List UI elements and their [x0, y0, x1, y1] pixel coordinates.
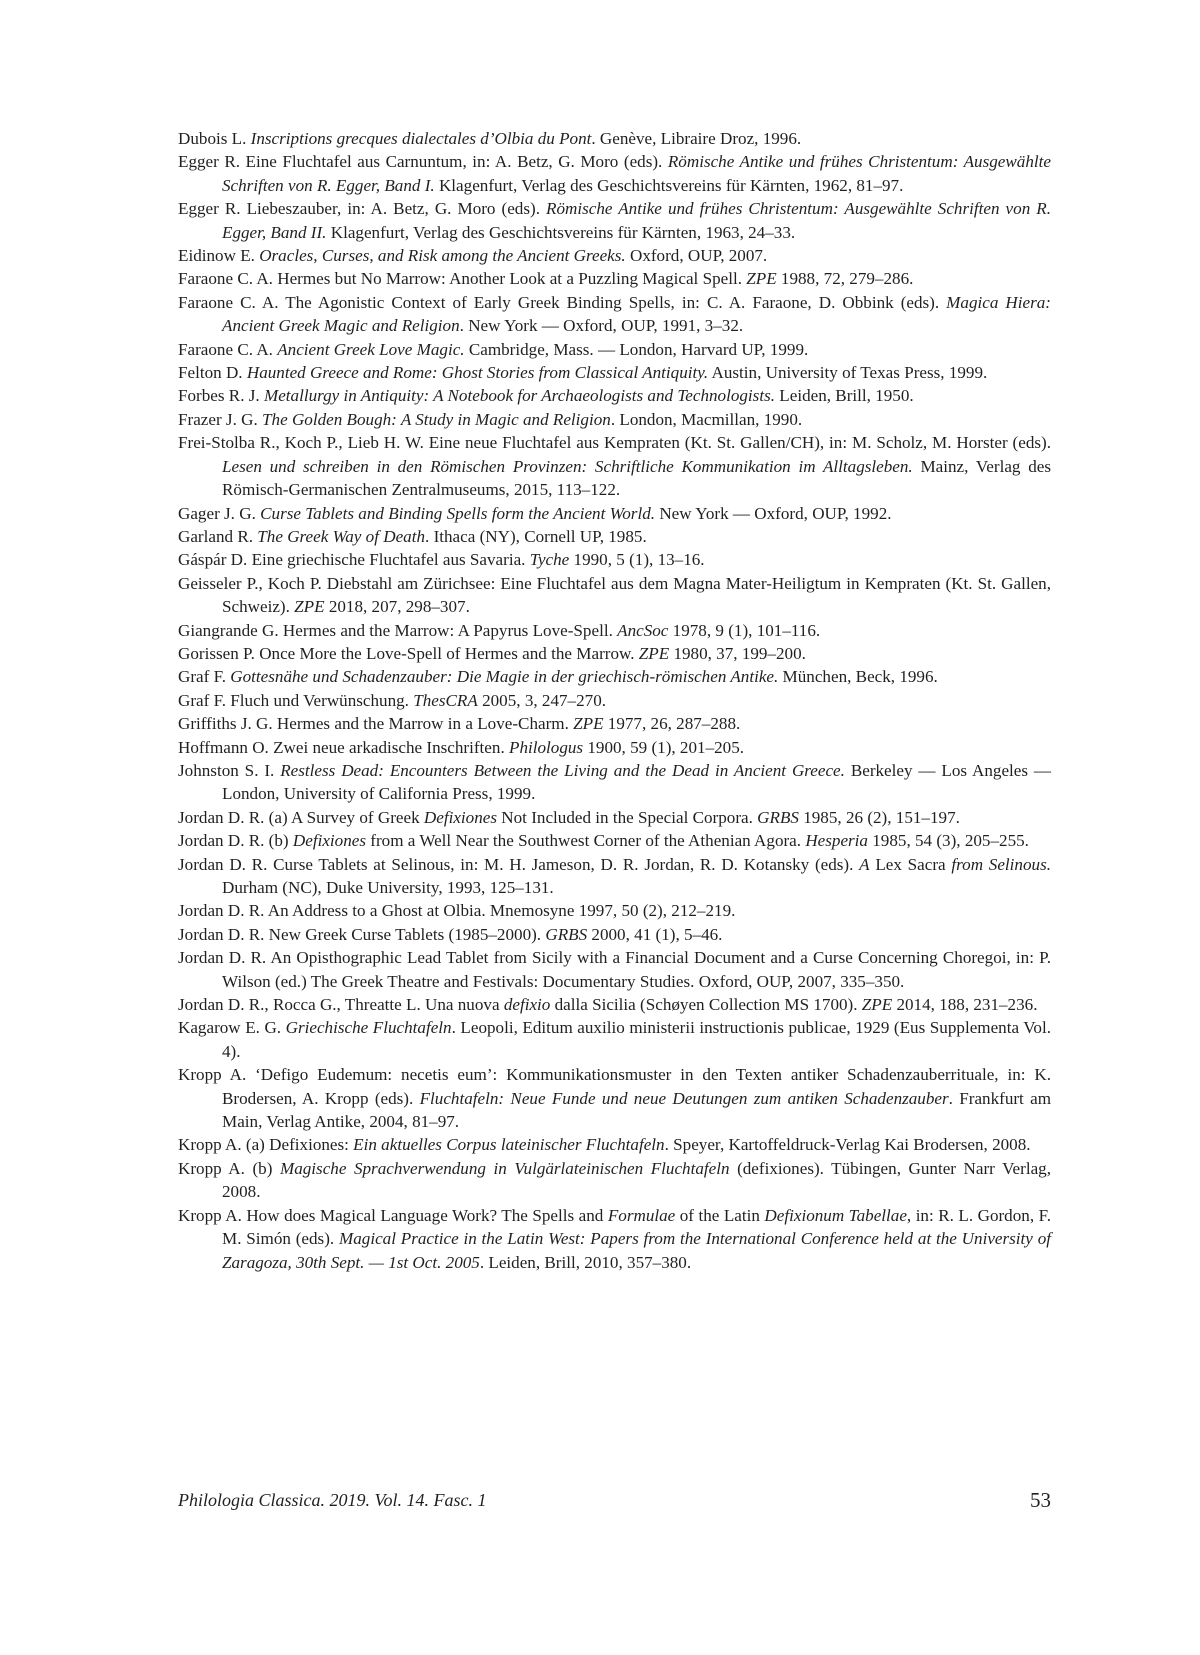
entry-title-italic: Oracles, Curses, and Risk among the Ancient Greeks.: [259, 246, 626, 266]
entry-title-italic: AncSoc: [617, 620, 669, 640]
entry-text: Kropp A. (a) Defixiones:: [178, 1135, 354, 1155]
bibliography-entry: [178, 1063, 1051, 1133]
entry-text: Klagenfurt, Verlag des Geschichtsvereins für Kärnten, 1962, 81–97.: [434, 175, 904, 195]
bibliography-entry: [178, 923, 1051, 946]
entry-title-italic: from Selinous.: [951, 854, 1051, 874]
entry-text: . Speyer, Kartoffeldruck-Verlag Kai Brodersen, 2008.: [664, 1135, 1031, 1155]
entry-text: Giangrande G. Hermes and the Marrow: A Papyrus Love-Spell.: [178, 620, 618, 640]
entry-title-italic: ZPE: [573, 714, 604, 734]
bibliography-entry: [178, 1204, 1051, 1274]
entry-text: . Leopoli, Editum auxilio ministerii instructionis publicae, 1929 (Eus Supplementa Vol. 4).: [222, 1018, 1051, 1061]
entry-text: Felton D.: [178, 363, 247, 383]
entry-title-italic: ZPE: [638, 643, 670, 663]
bibliography-entry: [178, 1016, 1051, 1063]
entry-title-italic: Tyche: [529, 550, 570, 570]
bibliography-entry: [178, 806, 1051, 829]
entry-text: from a Well Near the Southwest Corner of the Athenian Agora.: [366, 831, 806, 851]
bibliography-entry: [178, 759, 1051, 806]
page-number: 53: [1030, 1488, 1051, 1512]
entry-text: 1985, 54 (3), 205–255.: [867, 831, 1029, 851]
entry-title-italic: A: [859, 854, 870, 874]
entry-text: Cambridge, Mass. — London, Harvard UP, 1999.: [464, 339, 809, 359]
entry-text: 1900, 59 (1), 201–205.: [583, 737, 745, 757]
bibliography-entry: [178, 502, 1051, 525]
entry-text: . Leiden, Brill, 2010, 357–380.: [479, 1252, 692, 1272]
entry-text: 1988, 72, 279–286.: [776, 269, 914, 289]
entry-text: Frazer J. G.: [178, 409, 263, 429]
entry-title-italic: Defixiones: [423, 807, 498, 827]
entry-title-italic: Restless Dead: Encounters Between the Living and the Dead in Ancient Greece.: [280, 760, 845, 780]
entry-title-italic: The Golden Bough: A Study in Magic and Religion: [262, 409, 611, 429]
entry-text: 2014, 188, 231–236.: [892, 995, 1038, 1015]
entry-title-italic: Ancient Greek Love Magic.: [277, 339, 465, 359]
bibliography-entry: [178, 127, 1051, 150]
bibliography-entry: [178, 899, 1051, 922]
entry-title-italic: Philologus: [509, 737, 584, 757]
bibliography-entry: [178, 338, 1051, 361]
entry-text: Jordan D. R. An Address to a Ghost at Olbia. Mnemosyne 1997, 50 (2), 212–219.: [178, 901, 736, 921]
entry-title-italic: Ein aktuelles Corpus lateinischer Fluchtafeln: [353, 1135, 665, 1155]
entry-title-italic: Hesperia: [805, 831, 868, 851]
bibliography-entry: [178, 946, 1051, 993]
bibliography-entry: [178, 361, 1051, 384]
entry-title-italic: Defixionum Tabellae: [764, 1205, 907, 1225]
entry-text: 2018, 207, 298–307.: [324, 597, 470, 617]
bibliography-entry: [178, 525, 1051, 548]
entry-text: Kropp A. How does Magical Language Work? The Spells and: [178, 1205, 608, 1225]
entry-text: Jordan D. R. (a) A Survey of Greek: [178, 807, 424, 827]
entry-title-italic: ZPE: [294, 597, 325, 617]
entry-text: Johnston S. I.: [178, 760, 281, 780]
entry-text: 1990, 5 (1), 13–16.: [569, 550, 705, 570]
entry-title-italic: Haunted Greece and Rome: Ghost Stories from Classical Antiquity.: [246, 363, 709, 383]
entry-title-italic: Römische Antike und frühes Christentum: Ausgewählte Schriften von R. Egger, Band I.: [222, 152, 1051, 195]
entry-text: Durham (NC), Duke University, 1993, 125–131.: [222, 878, 554, 897]
bibliography-entry: [178, 665, 1051, 688]
entry-title-italic: GRBS: [757, 807, 799, 827]
entry-text: Klagenfurt, Verlag des Geschichtsvereins für Kärnten, 1963, 24–33.: [326, 222, 796, 242]
entry-text: of the Latin: [675, 1205, 765, 1225]
entry-text: Egger R. Liebeszauber, in: A. Betz, G. Moro (eds).: [178, 199, 547, 219]
entry-text: Faraone C. A.: [178, 339, 278, 359]
entry-text: Kropp A. (b): [178, 1158, 280, 1178]
footer-journal-citation: Philologia Classica. 2019. Vol. 14. Fasc. 1: [178, 1490, 487, 1510]
entry-text: Leiden, Brill, 1950.: [775, 386, 914, 406]
entry-title-italic: Griechische Fluchtafeln: [285, 1018, 452, 1038]
entry-text: Egger R. Eine Fluchtafel aus Carnuntum, in: A. Betz, G. Moro (eds).: [178, 152, 668, 172]
entry-text: Not Included in the Special Corpora.: [497, 807, 758, 827]
bibliography-entry: [178, 197, 1051, 244]
entry-text: Austin, University of Texas Press, 1999.: [708, 363, 988, 383]
bibliography-entry: [178, 244, 1051, 267]
entry-text: Jordan D. R. An Opisthographic Lead Tablet from Sicily with a Financial Document and a Curse Concerning Choregoi, in: P. Wilson (ed.) The Greek Theatre and Festivals: Documentary Studies. Oxford, OUP, 2007, 335–350.: [178, 948, 1051, 991]
entry-text: , in: R. L. Gordon, F. M. Simón (eds).: [222, 1205, 1052, 1249]
entry-title-italic: Lesen und schreiben in den Römischen Provinzen: Schriftliche Kommunikation im Alltagsleben.: [222, 456, 913, 476]
entry-text: . Genève, Libraire Droz, 1996.: [591, 129, 802, 148]
entry-title-italic: Fluchtafeln: Neue Funde und neue Deutungen zum antiken Schadenzauber: [419, 1088, 949, 1108]
entry-text: München, Beck, 1996.: [778, 667, 938, 687]
entry-title-italic: Römische Antike und frühes Christentum: Ausgewählte Schriften von R. Egger, Band II.: [222, 199, 1052, 242]
entry-title-italic: defixio: [503, 995, 551, 1015]
entry-text: Kagarow E. G.: [178, 1018, 286, 1038]
bibliography-entry: [178, 548, 1051, 571]
bibliography-entry: [178, 853, 1051, 900]
entry-title-italic: ThesCRA: [413, 690, 478, 710]
entry-text: Mainz, Verlag des Römisch-Germanischen Zentralmuseums, 2015, 113–122.: [222, 456, 1051, 500]
entry-text: Forbes R. J.: [178, 386, 264, 406]
entry-text: Griffiths J. G. Hermes and the Marrow in a Love-Charm.: [178, 714, 574, 734]
bibliography-entry: [178, 150, 1051, 197]
entry-text: . Frankfurt am Main, Verlag Antike, 2004, 81–97.: [222, 1088, 1052, 1132]
entry-text: 1980, 37, 199–200.: [669, 643, 806, 663]
entry-title-italic: ZPE: [746, 269, 777, 289]
entry-title-italic: The Greek Way of Death: [257, 526, 426, 546]
bibliography-entry: [178, 1133, 1051, 1156]
entry-text: Hoffmann O. Zwei neue arkadische Inschriften.: [178, 737, 509, 757]
entry-text: Jordan D. R. Curse Tablets at Selinous, in: M. H. Jameson, D. R. Jordan, R. D. Kotansky (eds).: [178, 854, 860, 874]
entry-text: . Ithaca (NY), Cornell UP, 1985.: [425, 526, 647, 546]
entry-text: Gager J. G.: [178, 503, 261, 523]
bibliography-entry: [178, 1157, 1051, 1204]
entry-title-italic: Metallurgy in Antiquity: A Notebook for Archaeologists and Technologists.: [263, 386, 776, 406]
entry-title-italic: Magica Hiera: Ancient Greek Magic and Religion: [222, 292, 1051, 336]
entry-text: Eidinow E.: [178, 246, 260, 266]
entry-text: Gorissen P. Once More the Love-Spell of Hermes and the Marrow.: [178, 643, 639, 663]
entry-text: dalla Sicilia (Schøyen Collection MS 1700).: [550, 995, 862, 1015]
entry-text: Lex Sacra: [869, 854, 952, 874]
entry-text: Garland R.: [178, 526, 258, 546]
bibliography-entry: [178, 291, 1051, 338]
entry-title-italic: GRBS: [545, 924, 588, 944]
entry-text: 1978, 9 (1), 101–116.: [668, 620, 821, 640]
entry-text: Faraone C. A. Hermes but No Marrow: Another Look at a Puzzling Magical Spell.: [178, 269, 747, 289]
entry-text: Berkeley — Los Angeles — London, University of California Press, 1999.: [222, 760, 1052, 804]
bibliography-entry: [178, 642, 1051, 665]
entry-title-italic: Curse Tablets and Binding Spells form the Ancient World.: [260, 503, 656, 523]
entry-text: Kropp A. ‘Defigo Eudemum: necetis eum’: Kommunikationsmuster in den Texten antiker Schadenzauberrituale, in: K. Brodersen, A. Kropp (eds).: [178, 1065, 1051, 1108]
entry-text: New York — Oxford, OUP, 1992.: [655, 503, 892, 523]
entry-text: (defixiones). Tübingen, Gunter Narr Verlag, 2008.: [222, 1158, 1051, 1202]
entry-text: Graf F. Fluch und Verwünschung.: [178, 690, 414, 710]
bibliography-entry: [178, 408, 1051, 431]
entry-text: Oxford, OUP, 2007.: [625, 246, 768, 266]
bibliography-entry: [178, 267, 1051, 290]
entry-title-italic: ZPE: [861, 995, 893, 1015]
entry-text: Faraone C. A. The Agonistic Context of Early Greek Binding Spells, in: C. A. Faraone, D. Obbink (eds).: [178, 292, 947, 312]
entry-text: . New York — Oxford, OUP, 1991, 3–32.: [459, 316, 744, 336]
entry-text: Dubois L.: [178, 129, 251, 148]
entry-text: Geisseler P., Koch P. Diebstahl am Zürichsee: Eine Fluchtafel aus dem Magna Mater-Heiligtum in Kempraten (Kt. St. Gallen, Schweiz).: [178, 573, 1051, 617]
entry-text: Jordan D. R. New Greek Curse Tablets (1985–2000).: [178, 924, 546, 944]
entry-text: Frei-Stolba R., Koch P., Lieb H. W. Eine neue Fluchtafel aus Kempraten (Kt. St. Gallen/CH), in: M. Scholz, M. Horster (eds).: [178, 433, 1051, 453]
entry-title-italic: Gottesnähe und Schadenzauber: Die Magie in der griechisch-römischen Antike.: [230, 667, 779, 687]
entry-text: . London, Macmillan, 1990.: [610, 409, 803, 429]
entry-text: 2005, 3, 247–270.: [477, 690, 607, 710]
entry-text: 1985, 26 (2), 151–197.: [798, 807, 960, 827]
entry-text: Jordan D. R. (b): [178, 831, 293, 851]
entry-title-italic: Defixiones: [292, 831, 366, 851]
bibliography-entry: [178, 829, 1051, 852]
entry-text: Gáspár D. Eine griechische Fluchtafel aus Savaria.: [178, 550, 530, 570]
entry-title-italic: Magical Practice in the Latin West: Papers from the International Conference held at the University of Zaragoza, 30th Sept. — 1st Oct. 2005: [222, 1229, 1051, 1272]
bibliography-entry: [178, 384, 1051, 407]
bibliography-entry: [178, 736, 1051, 759]
entry-text: Jordan D. R., Rocca G., Threatte L. Una nuova: [178, 995, 504, 1015]
bibliography-entry: [178, 619, 1051, 642]
entry-title-italic: Formulae: [607, 1205, 676, 1225]
entry-text: 2000, 41 (1), 5–46.: [587, 924, 723, 944]
bibliography-entry: [178, 712, 1051, 735]
bibliography-entry: [178, 993, 1051, 1016]
entry-text: Graf F.: [178, 667, 231, 687]
entry-text: 1977, 26, 287–288.: [603, 714, 741, 734]
bibliography-list: [178, 127, 1051, 1274]
bibliography-entry: [178, 572, 1051, 619]
entry-title-italic: Inscriptions grecques dialectales d’Olbia du Pont: [250, 129, 592, 148]
bibliography-entry: [178, 689, 1051, 712]
entry-title-italic: Magische Sprachverwendung in Vulgärlateinischen Fluchtafeln: [279, 1158, 730, 1178]
bibliography-entry: [178, 431, 1051, 501]
